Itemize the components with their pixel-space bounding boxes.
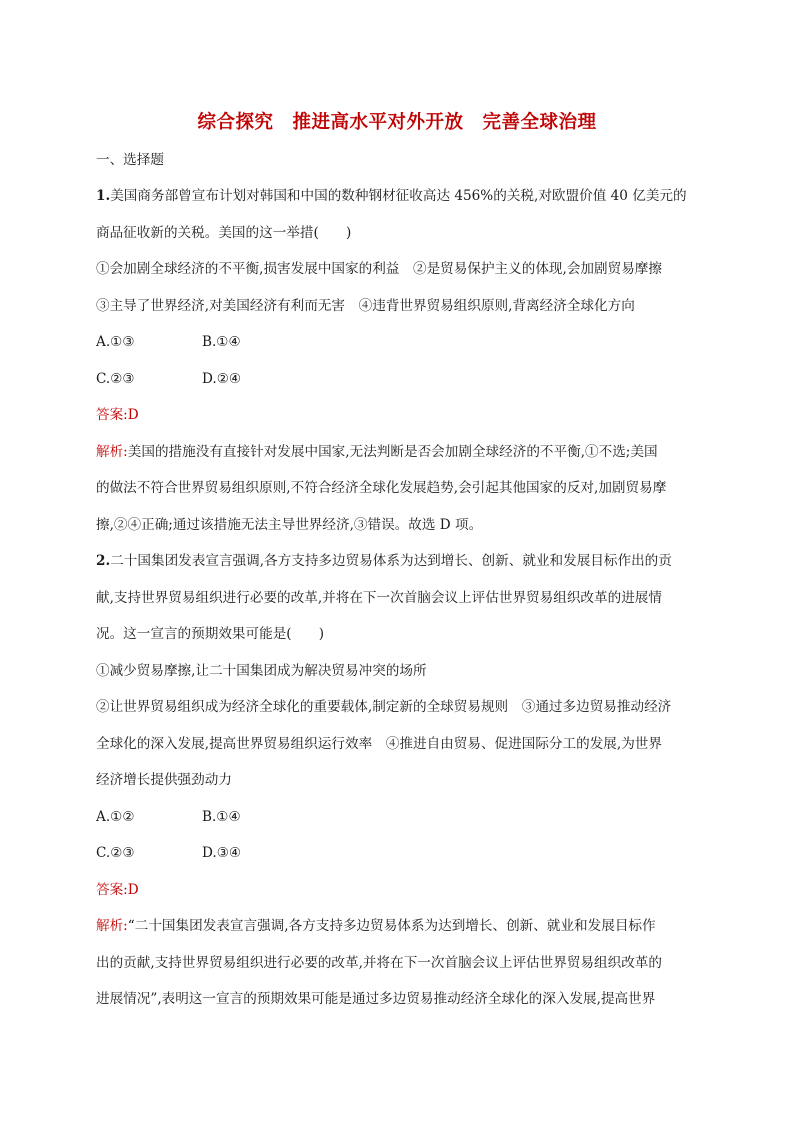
question-1: [96, 186, 696, 551]
options-row: [96, 843, 696, 880]
answer: 答案:D: [96, 407, 139, 423]
option-b: B.①④: [202, 334, 241, 350]
question-number: 2.: [96, 553, 111, 569]
option-b: B.①④: [202, 808, 241, 825]
options-row: [96, 332, 696, 369]
analysis-line: [96, 442, 696, 479]
option-d: D.③④: [202, 845, 242, 861]
analysis-label: 解析:: [96, 918, 128, 934]
question-2: [96, 551, 696, 1026]
stem-line: 商品征收新的关税。美国的这一举措( ): [96, 224, 352, 241]
statement-line: ①减少贸易摩擦,让二十国集团成为解决贸易冲突的场所: [96, 662, 427, 679]
document-body: [96, 150, 696, 1026]
answer: 答案:D: [96, 881, 139, 898]
question-stem: [96, 186, 696, 223]
option-a: A.①③: [96, 334, 135, 350]
option-a: A.①②: [96, 808, 135, 825]
question-stem: [96, 551, 696, 588]
option-c: C.②③: [96, 370, 135, 387]
stem-line: 美国商务部曾宣布计划对韩国和中国的数种钢材征收高达 456%的关税,对欧盟价值 40 亿美元的: [110, 188, 687, 204]
analysis-line: 擦,②④正确;通过该措施无法主导世界经济,③错误。故选 D 项。: [96, 516, 483, 533]
page-title: 综合探究 推进高水平对外开放 完善全球治理: [197, 112, 597, 133]
statement-line: ③主导了世界经济,对美国经济有利而无害 ④违背世界贸易组织原则,背离经济全球化方向: [96, 297, 635, 314]
statement-line: ①会加剧全球经济的不平衡,损害发展中国家的利益 ②是贸易保护主义的体现,会加剧贸易摩擦: [96, 261, 662, 277]
analysis-label: 解析:: [96, 443, 128, 460]
analysis-line: 出的贡献,支持世界贸易组织进行必要的改革,并将在下一次首脑会议上评估世界贸易组织改革的: [96, 954, 662, 971]
analysis-line: [96, 916, 696, 953]
options-row: [96, 807, 696, 844]
analysis-line: 的做法不符合世界贸易组织原则,不符合经济全球化发展趋势,会引起其他国家的反对,加剧贸易摩: [96, 480, 667, 496]
analysis-line: 进展情况”,表明这一宣言的预期效果可能是通过多边贸易推动经济全球化的深入发展,提高世界: [96, 991, 656, 1007]
option-c: C.②③: [96, 845, 135, 861]
stem-line: 况。这一宣言的预期效果可能是( ): [96, 626, 325, 642]
statement-line: ②让世界贸易组织成为经济全球化的重要载体,制定新的全球贸易规则 ③通过多边贸易推动经济: [96, 699, 672, 715]
option-d: D.②④: [202, 370, 242, 387]
section-heading: 一、选择题: [96, 152, 164, 168]
statement-line: 全球化的深入发展,提高世界贸易组织运行效率 ④推进自由贸易、促进国际分工的发展,为世界: [96, 735, 662, 752]
analysis-text: “二十国集团发表宣言强调,各方支持多边贸易体系为达到增长、创新、就业和发展目标作: [127, 918, 656, 934]
options-row: [96, 369, 696, 406]
stem-line: 献,支持世界贸易组织进行必要的改革,并将在下一次首脑会议上评估世界贸易组织改革的进展情: [96, 589, 662, 606]
statement-line: 经济增长提供强劲动力: [96, 772, 232, 788]
stem-line: 二十国集团发表宣言强调,各方支持多边贸易体系为达到增长、创新、就业和发展目标作出的贡: [110, 553, 672, 569]
analysis-text: 美国的措施没有直接针对发展中国家,无法判断是否会加剧全球经济的不平衡,①不选;美国: [127, 443, 658, 460]
question-number: 1.: [96, 188, 111, 204]
